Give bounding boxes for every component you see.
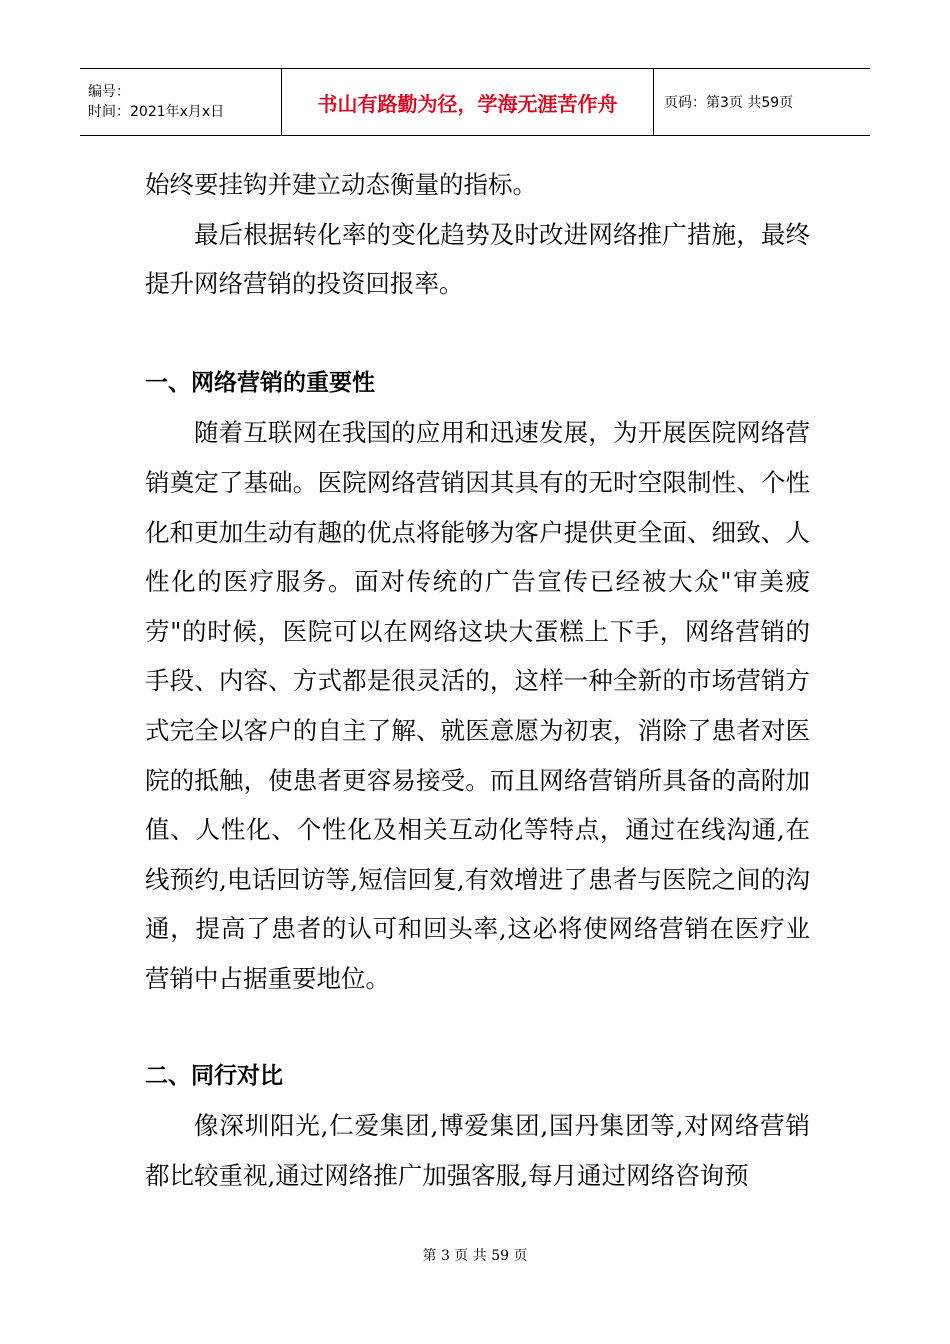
header-meta [80,69,282,135]
header-time-label: 时间：2021年x月x日 [88,104,225,120]
document-body [145,160,810,1200]
spacer [145,309,810,359]
header-page-info-cell [654,69,870,135]
header-motto-cell [282,69,654,135]
page-footer [0,1245,950,1265]
section-heading: 一、网络营销的重要性 [145,369,375,396]
header-number-label: 编号： [88,84,130,100]
header-page-info: 页码：第3页 共59页 [664,95,794,111]
footer-page-number: 第 3 页 共 59 页 [422,1248,528,1264]
page-header [80,68,870,136]
spacer [145,1004,810,1052]
paragraph: 像深圳阳光,仁爱集团,博爱集团,国丹集团等,对网络营销都比较重视,通过网络推广加强客服,每月通过网络咨询预 [145,1111,810,1190]
section-heading: 二、同行对比 [145,1062,283,1089]
header-motto: 书山有路勤为径，学海无涯苦作舟 [317,91,618,116]
paragraph: 始终要挂钩并建立动态衡量的指标。 [145,170,537,199]
paragraph: 最后根据转化率的变化趋势及时改进网络推广措施，最终提升网络营销的投资回报率。 [145,219,810,299]
paragraph: 随着互联网在我国的应用和迅速发展，为开展医院网络营销奠定了基础。医院网络营销因其具有的无时空限制性、个性化和更加生动有趣的优点将能够为客户提供更全面、细致、人性化的医疗服务。面对传统的广告宣传已经被大众"审美疲劳"的时候，医院可以在网络这块大蛋糕上下手，网络营销的手段、内容、方式都是很灵活的，这样一种全新的市场营销方式完全以客户的自主了解、就医意愿为初衷，消除了患者对医院的抵触，使患者更容易接受。而且网络营销所具备的高附加值、人性化、个性化及相关互动化等特点，通过在线沟通,在线预约,电话回访等,短信回复,有效增进了患者与医院之间的沟通，提高了患者的认可和回头率,这必将使网络营销在医疗业营销中占据重要地位。 [145,418,810,993]
